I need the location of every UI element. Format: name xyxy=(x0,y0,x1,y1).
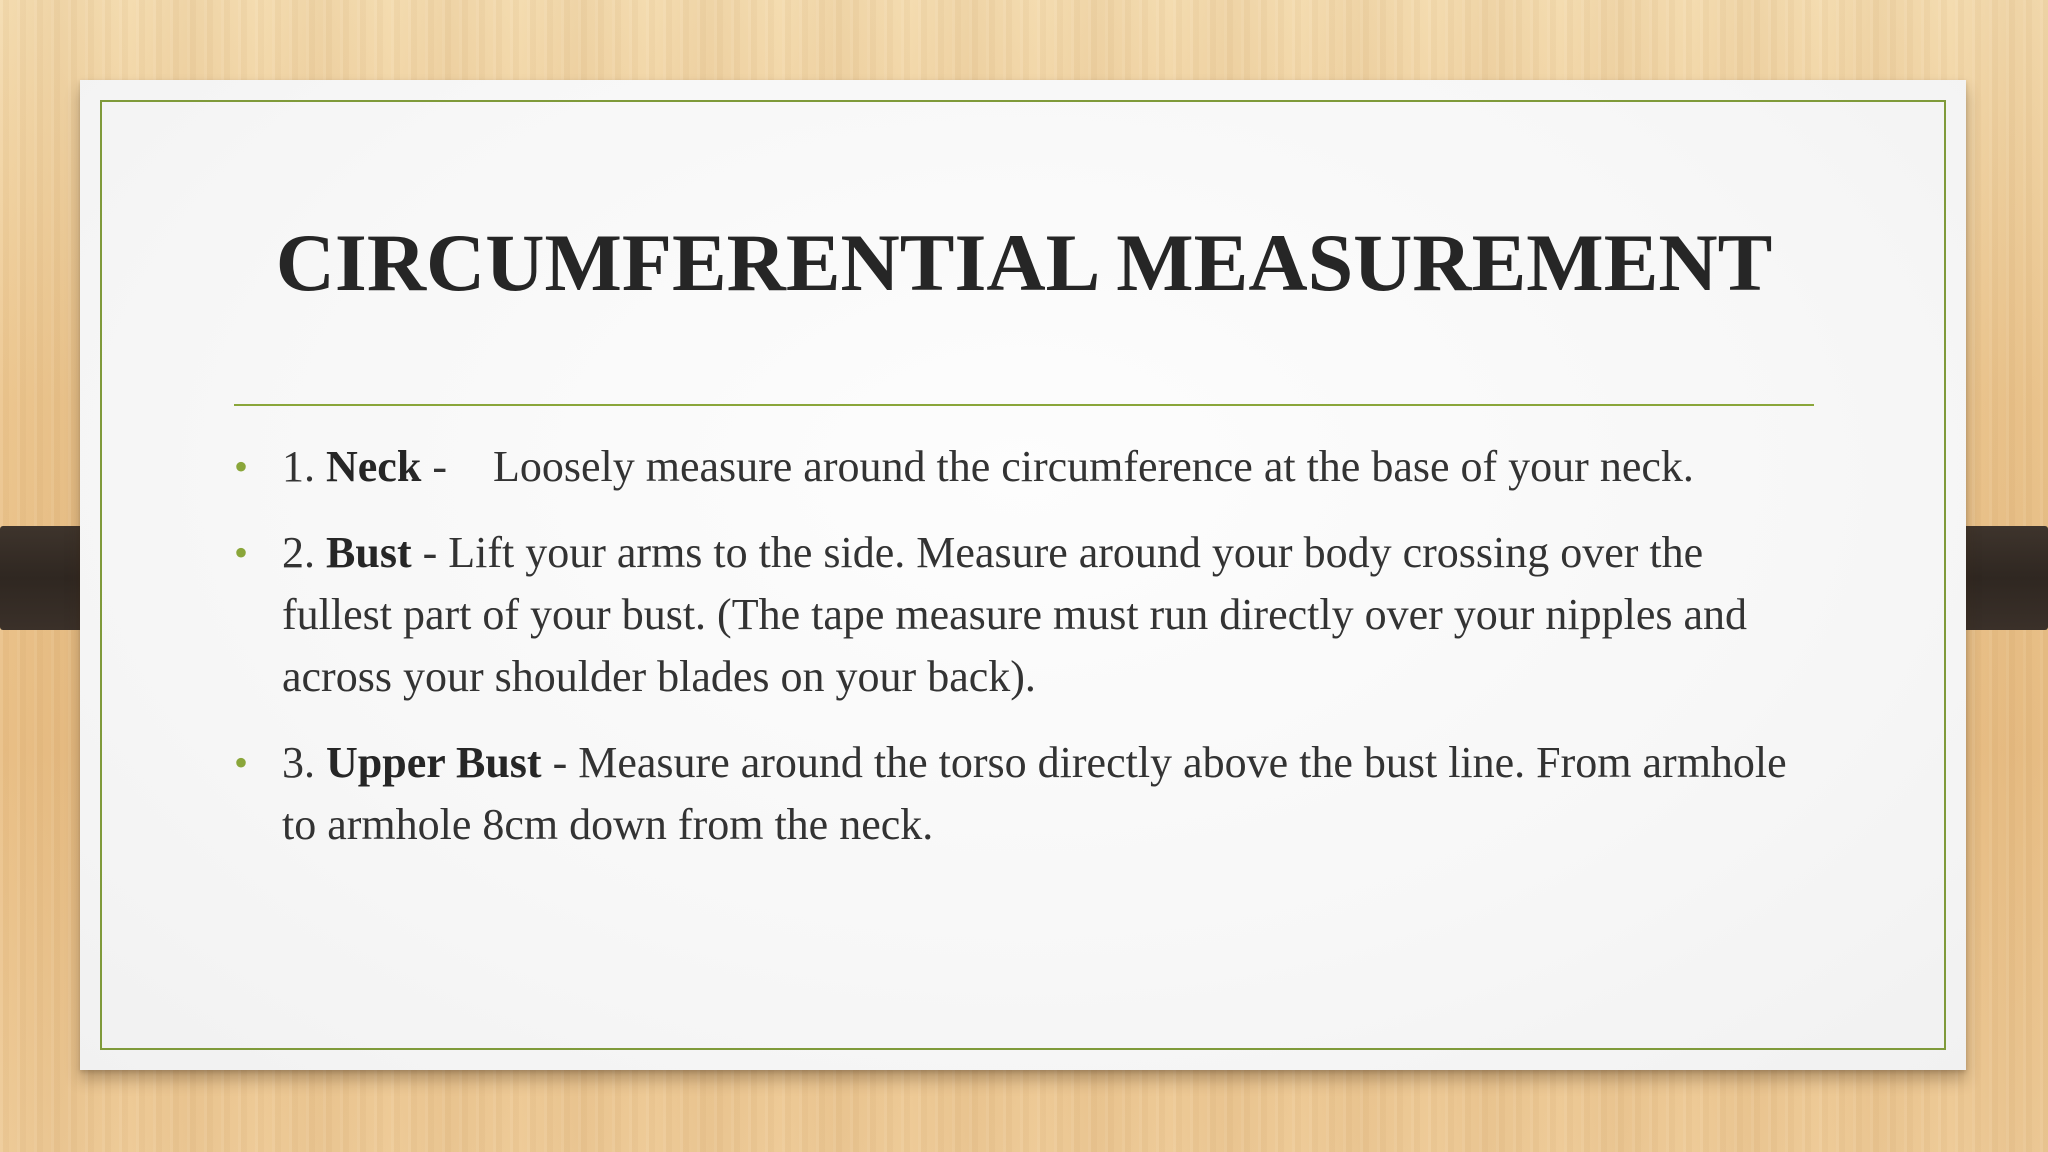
item-separator: - xyxy=(552,738,568,787)
item-separator: - xyxy=(432,442,447,491)
bullet-list xyxy=(234,436,1814,880)
item-text: Lift your arms to the side. Measure around your body crossing over the fullest part of your bust. (The tape measure must run directly over your nipples and across your shoulder blades on your back). xyxy=(282,528,1748,701)
slide-title: CIRCUMFERENTIAL MEASUREMENT xyxy=(275,217,1773,308)
list-item-upper-bust xyxy=(234,732,1814,856)
bullet-icon: • xyxy=(234,444,249,489)
item-term: Neck xyxy=(326,442,422,491)
list-item-bust xyxy=(234,522,1814,708)
item-text: Measure around the torso directly above the bust line. From armhole to armhole 8cm down from the neck. xyxy=(282,738,1787,849)
item-separator: - xyxy=(422,528,438,577)
item-number: 3. xyxy=(282,738,315,787)
title-divider xyxy=(234,404,1814,406)
bullet-icon: • xyxy=(234,740,249,785)
list-item-neck xyxy=(234,436,1814,498)
item-term: Upper Bust xyxy=(326,738,542,787)
item-text: Loosely measure around the circumference at the base of your neck. xyxy=(492,442,1694,491)
item-number: 2. xyxy=(282,528,315,577)
item-number: 1. xyxy=(282,442,315,491)
item-term: Bust xyxy=(326,528,412,577)
bullet-icon: • xyxy=(234,530,249,575)
